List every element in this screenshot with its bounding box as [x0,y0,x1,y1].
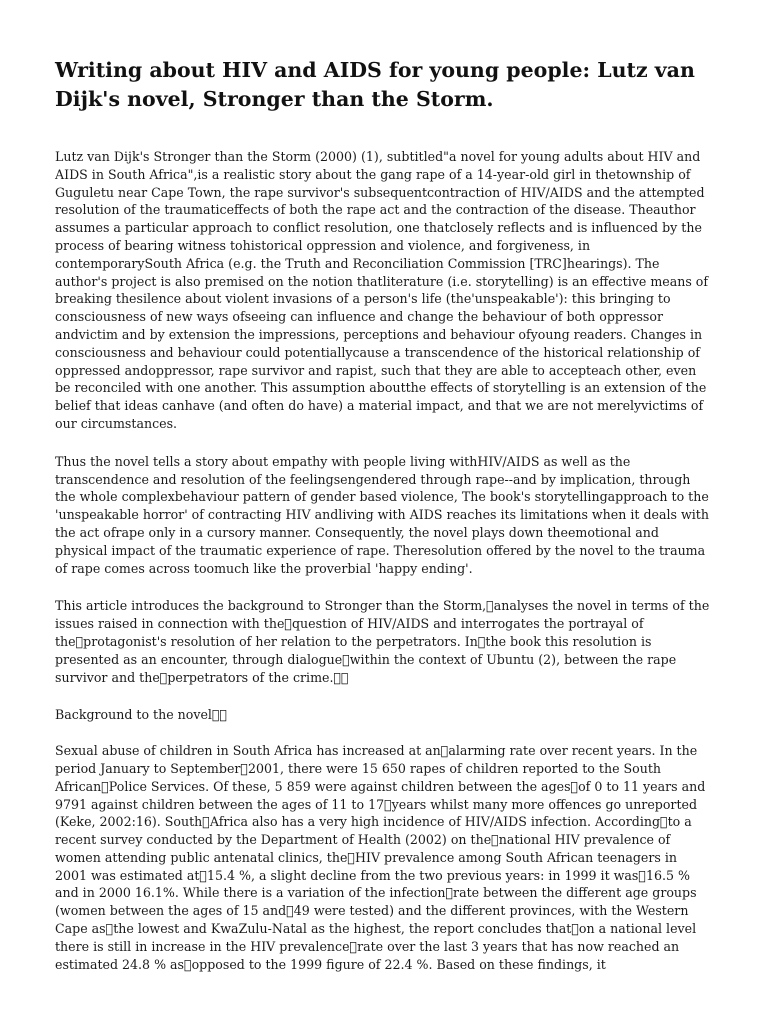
article-title: Writing about HIV and AIDS for young people: Lutz van Dijk's novel, Stronger than the Storm. [55,58,695,111]
paragraph-empathy: Thus the novel tells a story about empathy with people living withHIV/AIDS as well as the transcendence and resolution of the feelingsengendered through rape--and by implication, through the whole complexbehaviour pattern of gender based violence, The book's storytellingapproach to the 'unspeakable horror' of contracting HIV andliving with AIDS reaches its limitations when it deals with the act ofrape only in a cursory manner. Consequently, the novel plays down theemotional and physical impact of the traumatic experience of rape. Theresolution offered by the novel to the trauma of rape comes across toomuch like the proverbial 'happy ending'. [55,453,709,576]
paragraph-article-outline: This article introduces the background to Stronger than the Storm, analyses the novel in terms of the issues raised in connection with the question of HIV/AIDS and interrogates the portrayal of the protagonist's resolution of her relation to the perpetrators. In the book this resolution is presented as an encounter, through dialogue within the context of Ubuntu (2), between the rape survivor and the perpetrators of the crime.   [55,598,710,685]
article-body [55,148,712,973]
section-heading-background: Background to the novel   [55,707,228,723]
paragraph-background: Sexual abuse of children in South Africa has increased at an alarming rate over recent years. In the period January to September 2001, there were 15 650 rapes of children reported to the South African Police Services. Of these, 5 859 were against children between the ages of 0 to 11 years and 9791 against children between the ages of 11 to 17 years whilst many more offences go unreported (Keke, 2002:16). South Africa also has a very high incidence of HIV/AIDS infection. According to a recent survey conducted by the Department of Health (2002) on the national HIV prevalence of women attending public antenatal clinics, the HIV prevalence among South African teenagers in 2001 was estimated at 15.4 %, a slight decline from the two previous years: in 1999 it was 16.5 % and in 2000 16.1%. While there is a variation of the infection rate between the different age groups (women between the ages of 15 and 49 were tested) and the different provinces, with the Western Cape as the lowest and KwaZulu-Natal as the highest, the report concludes that on a national level there is still in increase in the HIV prevalence rate over the last 3 years that has now reached an estimated 24.8 % as opposed to the 1999 figure of 22.4 %. Based on these findings, it [55,743,706,972]
paragraph-intro: Lutz van Dijk's Stronger than the Storm (2000) (1), subtitled"a novel for young adults about HIV and AIDS in South Africa",is a realistic story about the gang rape of a 14-year-old girl in thetownship of Guguletu near Cape Town, the rape survivor's subsequentcontraction of HIV/AIDS and the attempted resolution of the traumaticeffects of both the rape act and the contraction of the disease. Theauthor assumes a particular approach to conflict resolution, one thatclosely reflects and is influenced by the process of bearing witness tohistorical oppression and violence, and forgiveness, in contemporarySouth Africa (e.g. the Truth and Reconciliation Commission [TRC]hearings). The author's project is also premised on the notion thatliterature (i.e. storytelling) is an effective means of breaking thesilence about violent invasions of a person's life (the'unspeakable'): this bringing to consciousness of new ways ofseeing can influence and change the behaviour of both oppressor andvictim and by extension the impressions, perceptions and behaviour ofyoung readers. Changes in consciousness and behaviour could potentiallycause a transcendence of the historical relationship of oppressed andoppressor, rape survivor and rapist, such that they are able to accepteach other, even be reconciled with one another. This assumption aboutthe effects of storytelling is an extension of the belief that ideas canhave (and often do have) a material impact, and that we are not merelyvictims of our circumstances. [55,149,709,431]
